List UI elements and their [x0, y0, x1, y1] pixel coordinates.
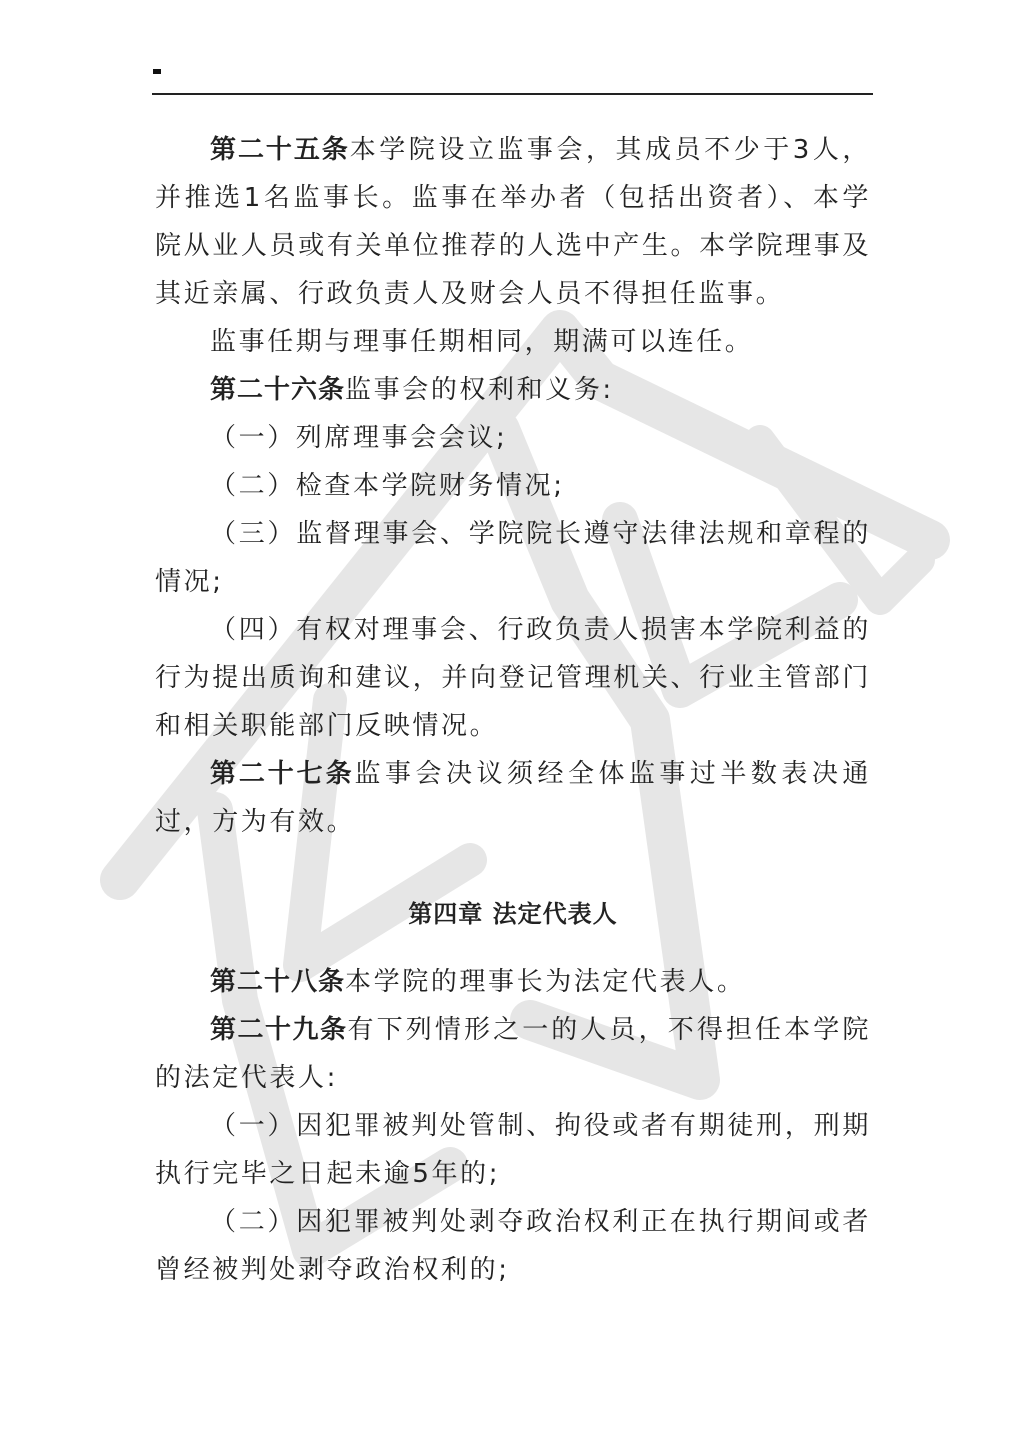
article-25-term — [155, 318, 871, 366]
list-item-text: （三）监督理事会、学院院长遵守法律法规和章程的情况; — [155, 519, 871, 597]
article-text: 本学院的理事长为法定代表人。 — [345, 967, 746, 997]
list-item-text: （二）检查本学院财务情况; — [210, 471, 565, 501]
article-text: 监事任期与理事任期相同，期满可以连任。 — [210, 327, 754, 357]
article-29-item-2 — [155, 1198, 871, 1294]
article-text: 监事会的权利和义务: — [345, 375, 614, 405]
list-item-text: （四）有权对理事会、行政负责人损害本学院利益的行为提出质询和建议，并向登记管理机关、行业主管部门和相关职能部门反映情况。 — [155, 615, 871, 741]
list-item-text: （二）因犯罪被判处剥夺政治权利正在执行期间或者曾经被判处剥夺政治权利的; — [155, 1207, 871, 1285]
list-item-text: （一）列席理事会会议; — [210, 423, 508, 453]
article-title: 第二十六条 — [210, 375, 346, 405]
article-26-item-2 — [155, 462, 871, 510]
chapter-heading: 第四章 法定代表人 — [408, 900, 618, 928]
article-26-item-1 — [155, 414, 871, 462]
article-25 — [155, 126, 871, 318]
article-27 — [155, 750, 871, 846]
article-28 — [155, 958, 871, 1006]
article-text: 本学院设立监事会，其成员不少于3人，并推选1名监事长。监事在举办者（包括出资者）、本学院从业人员或有关单位推荐的人选中产生。本学院理事及其近亲属、行政负责人及财会人员不得担任监事。 — [155, 135, 871, 309]
article-text: 监事会决议须经全体监事过半数表决通过，方为有效。 — [155, 759, 871, 837]
article-title: 第二十八条 — [210, 967, 346, 997]
article-29-item-1 — [155, 1102, 871, 1198]
header-rule — [152, 93, 873, 95]
article-26-item-4 — [155, 606, 871, 750]
article-title: 第二十七条 — [210, 759, 355, 789]
article-26-item-3 — [155, 510, 871, 606]
article-text: 有下列情形之一的人员，不得担任本学院的法定代表人: — [155, 1015, 871, 1093]
article-title: 第二十九条 — [210, 1015, 348, 1045]
document-body — [155, 126, 871, 1294]
list-item-text: （一）因犯罪被判处管制、拘役或者有期徒刑，刑期执行完毕之日起未逾5年的; — [155, 1111, 871, 1189]
header-mark — [153, 69, 161, 74]
article-26 — [155, 366, 871, 414]
article-title: 第二十五条 — [210, 135, 350, 165]
article-29 — [155, 1006, 871, 1102]
